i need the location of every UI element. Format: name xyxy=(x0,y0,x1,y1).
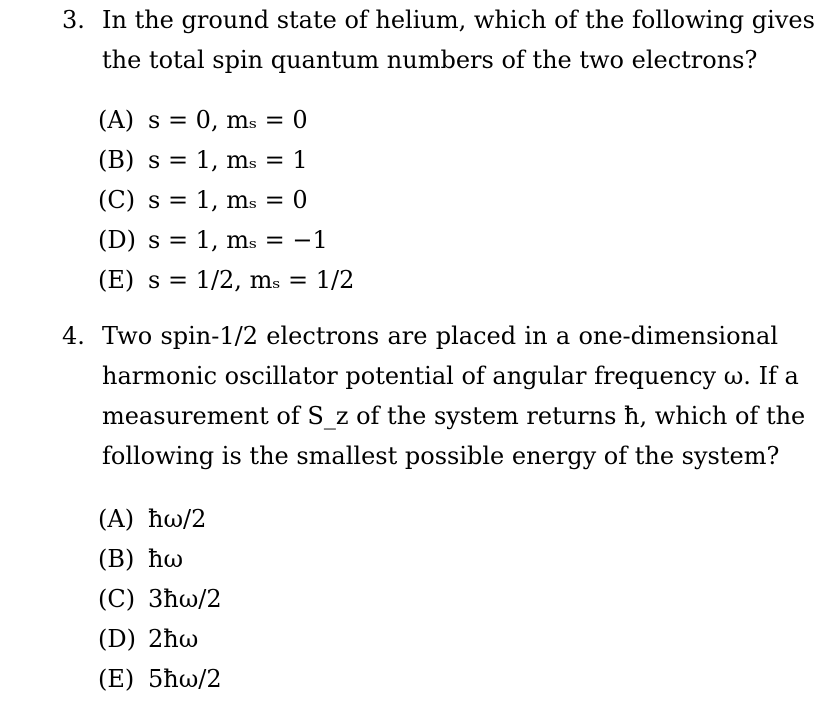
question-text-line: the total spin quantum numbers of the two electrons? xyxy=(102,46,758,74)
choice-text: ħω/2 xyxy=(148,505,207,533)
question-text-line: harmonic oscillator potential of angular frequency ω. If a xyxy=(102,362,799,390)
question-text-line: measurement of S_z of the system returns ħ, which of the xyxy=(102,402,806,430)
choice-text: 2ħω xyxy=(148,625,199,653)
choice-text: s = 1/2, mₛ = 1/2 xyxy=(148,266,355,294)
choice-letter: (D) xyxy=(98,625,136,653)
choice-letter: (C) xyxy=(98,585,136,613)
question-text-line: following is the smallest possible energy of the system? xyxy=(102,442,780,470)
question-number: 3. xyxy=(62,6,85,34)
question-number: 4. xyxy=(62,322,85,350)
answer-choice-e[interactable] xyxy=(98,662,222,696)
choice-letter: (A) xyxy=(98,505,135,533)
answer-choice-b[interactable] xyxy=(98,143,308,177)
choice-letter: (B) xyxy=(98,545,135,573)
answer-choice-b[interactable] xyxy=(98,542,183,576)
choice-letter: (B) xyxy=(98,146,135,174)
choice-letter: (A) xyxy=(98,106,135,134)
answer-choice-d[interactable] xyxy=(98,622,198,656)
choice-text: s = 1, mₛ = −1 xyxy=(148,226,328,254)
choice-letter: (E) xyxy=(98,665,135,693)
answer-choice-a[interactable] xyxy=(98,502,206,536)
answer-choice-d[interactable] xyxy=(98,223,328,257)
question-text-line: In the ground state of helium, which of the following gives xyxy=(102,6,815,34)
choice-text: s = 1, mₛ = 0 xyxy=(148,186,308,214)
choice-text: 5ħω/2 xyxy=(148,665,222,693)
choice-text: 3ħω/2 xyxy=(148,585,222,613)
choice-letter: (E) xyxy=(98,266,135,294)
choice-text: s = 1, mₛ = 1 xyxy=(148,146,308,174)
answer-choice-a[interactable] xyxy=(98,103,308,137)
choice-letter: (C) xyxy=(98,186,136,214)
choice-letter: (D) xyxy=(98,226,136,254)
question-text-line: Two spin-1/2 electrons are placed in a one-dimensional xyxy=(102,322,778,350)
answer-choice-c[interactable] xyxy=(98,582,222,616)
answer-choice-e[interactable] xyxy=(98,263,354,297)
choice-text: s = 0, mₛ = 0 xyxy=(148,106,308,134)
choice-text: ħω xyxy=(148,545,184,573)
answer-choice-c[interactable] xyxy=(98,183,308,217)
